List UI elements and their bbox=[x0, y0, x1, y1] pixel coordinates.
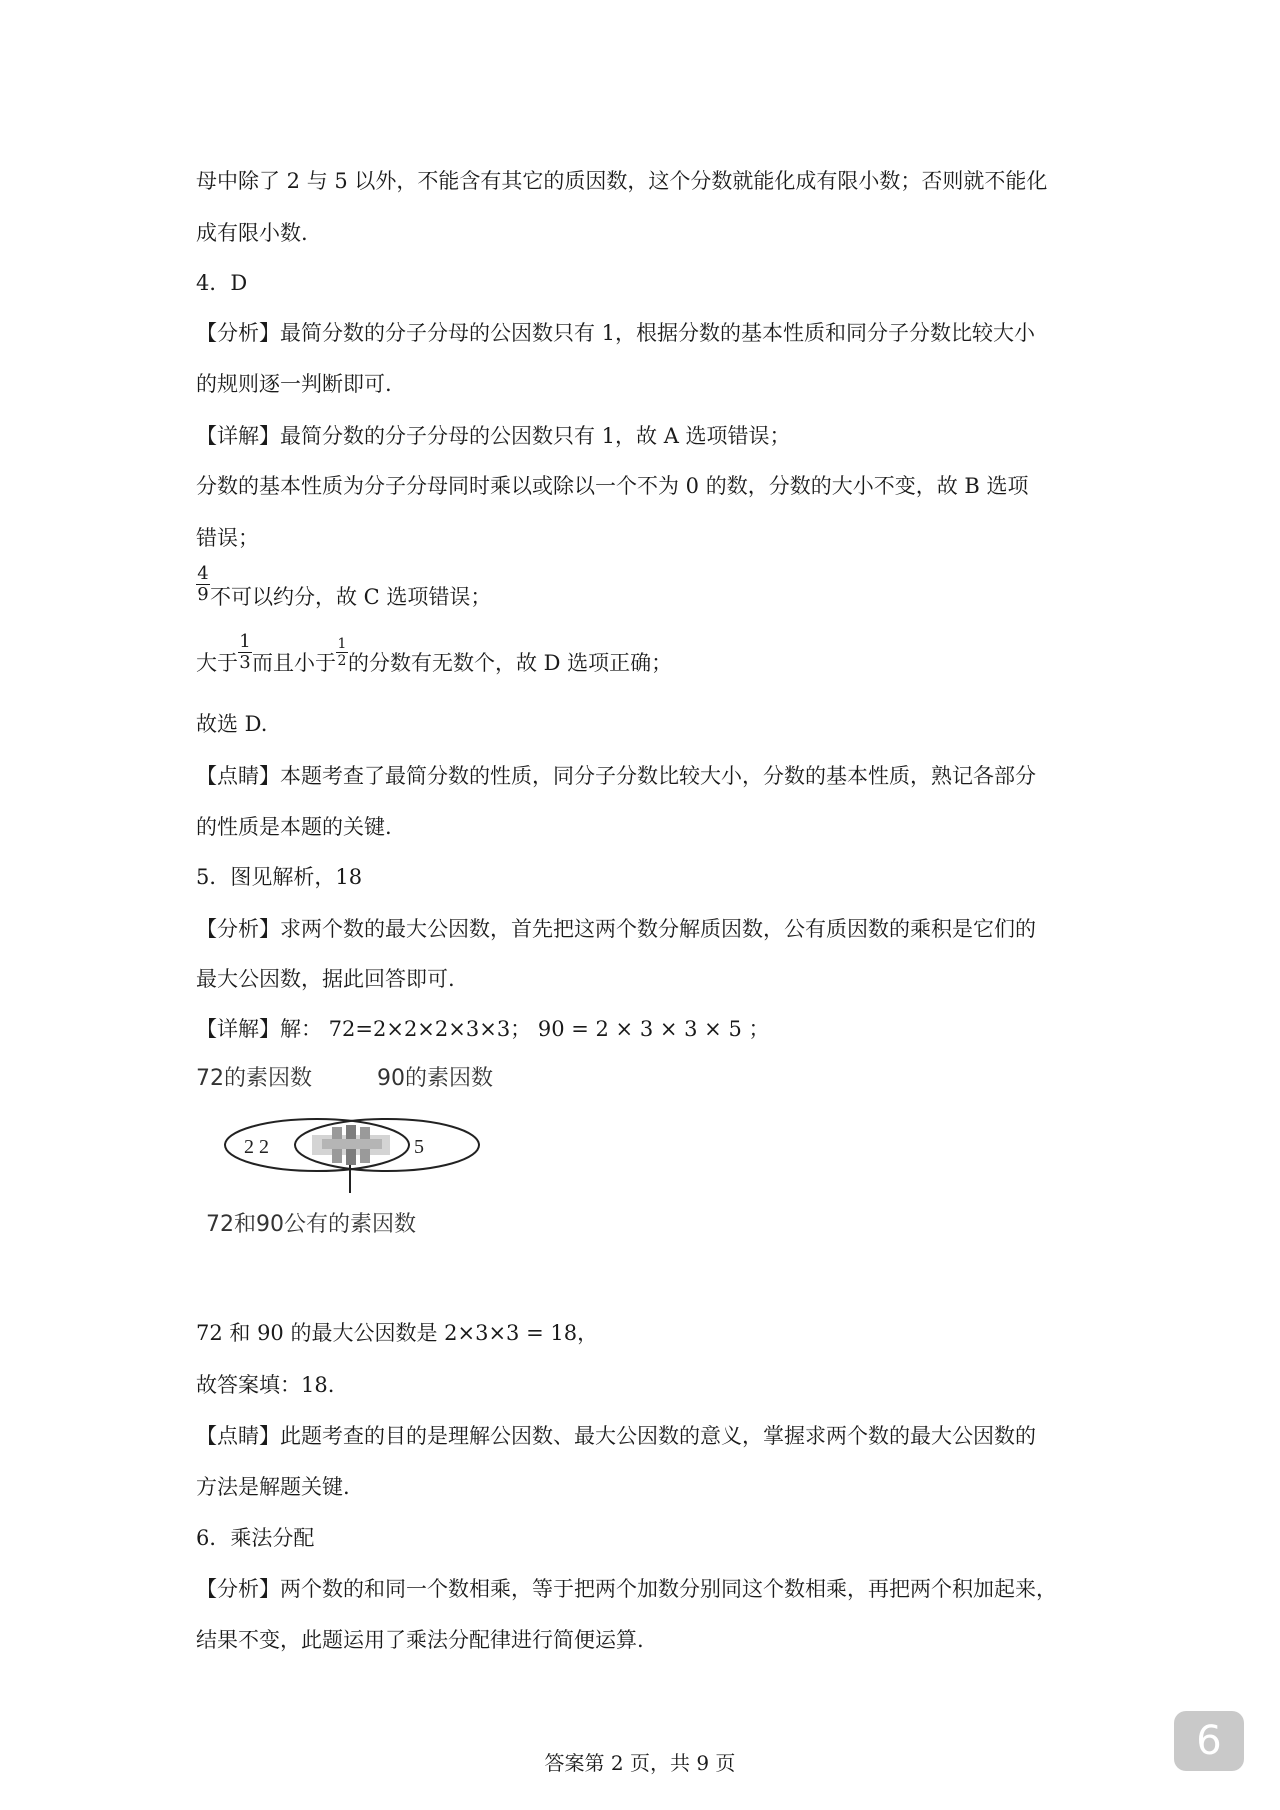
page-number-badge: 6 bbox=[1174, 1711, 1244, 1771]
comment-line: 【点睛】本题考查了最简分数的性质，同分子分数比较大小，分数的基本性质，熟记各部分 bbox=[196, 764, 1036, 788]
gcd-result-line: 72 和 90 的最大公因数是 2×3×3 = 18， bbox=[196, 1321, 599, 1345]
text-line: 的性质是本题的关键. bbox=[196, 815, 392, 839]
text-line: 方法是解题关键. bbox=[196, 1475, 350, 1499]
detail-line: 【详解】解： 72=2×2×2×3×3； 90 = 2 × 3 × 3 × 5 ； bbox=[196, 1017, 770, 1041]
analysis-line: 【分析】两个数的和同一个数相乘，等于把两个加数分别同这个数相乘，再把两个积加起来， bbox=[196, 1577, 1057, 1601]
text-line: 错误； bbox=[196, 526, 259, 550]
fraction-line-prefix: 大于 bbox=[196, 651, 238, 675]
text-line: 成有限小数. bbox=[196, 221, 308, 245]
fraction-numerator: 1 bbox=[337, 636, 347, 652]
fraction-denominator: 2 bbox=[337, 653, 347, 669]
fraction-line-suffix: 的分数有无数个，故 D 选项正确； bbox=[348, 651, 673, 675]
text-line: 的规则逐一判断即可. bbox=[196, 372, 392, 396]
fraction bbox=[238, 632, 252, 673]
analysis-line: 【分析】最简分数的分子分母的公因数只有 1，根据分数的基本性质和同分子分数比较大小 bbox=[196, 321, 1036, 345]
fraction-denominator: 3 bbox=[239, 652, 251, 673]
venn-bottom-label: 72和90公有的素因数 bbox=[206, 1212, 416, 1237]
question-5-answer: 5．图见解析，18 bbox=[196, 865, 363, 889]
venn-label-left: 72的素因数 bbox=[196, 1066, 312, 1091]
analysis-line: 【分析】求两个数的最大公因数，首先把这两个数分解质因数，公有质因数的乘积是它们的 bbox=[196, 917, 1036, 941]
fraction bbox=[336, 636, 348, 669]
fraction-numerator: 4 bbox=[197, 563, 209, 584]
comment-line: 【点睛】此题考查的目的是理解公因数、最大公因数的意义，掌握求两个数的最大公因数的 bbox=[196, 1424, 1036, 1448]
venn-left-only: 2 2 bbox=[244, 1136, 269, 1158]
fraction bbox=[196, 564, 210, 605]
fraction-numerator: 1 bbox=[239, 631, 251, 652]
text-line: 故选 D. bbox=[196, 712, 268, 736]
question-4-answer: 4．D bbox=[196, 271, 248, 295]
text-line: 分数的基本性质为分子分母同时乘以或除以一个不为 0 的数，分数的大小不变，故 B 选项 bbox=[196, 474, 1029, 498]
text-line: 故答案填：18. bbox=[196, 1373, 335, 1397]
question-6-answer: 6．乘法分配 bbox=[196, 1526, 315, 1550]
venn-diagram bbox=[222, 1115, 522, 1225]
venn-label-right: 90的素因数 bbox=[377, 1066, 493, 1091]
text-line: 母中除了 2 与 5 以外，不能含有其它的质因数，这个分数就能化成有限小数；否则就不能化 bbox=[196, 169, 1048, 193]
detail-line: 【详解】最简分数的分子分母的公因数只有 1，故 A 选项错误； bbox=[196, 424, 791, 448]
page-footer: 答案第 2 页，共 9 页 bbox=[544, 1751, 736, 1775]
fraction-line-text: 不可以约分，故 C 选项错误； bbox=[210, 585, 492, 609]
venn-right-only: 5 bbox=[414, 1136, 424, 1158]
text-line: 最大公因数，据此回答即可. bbox=[196, 967, 455, 991]
text-line: 结果不变，此题运用了乘法分配律进行简便运算. bbox=[196, 1628, 644, 1652]
fraction-line-middle: 而且小于 bbox=[252, 651, 336, 675]
fraction-denominator: 9 bbox=[197, 584, 209, 605]
fraction-line-d bbox=[196, 632, 672, 692]
fraction-line-c bbox=[196, 564, 491, 624]
